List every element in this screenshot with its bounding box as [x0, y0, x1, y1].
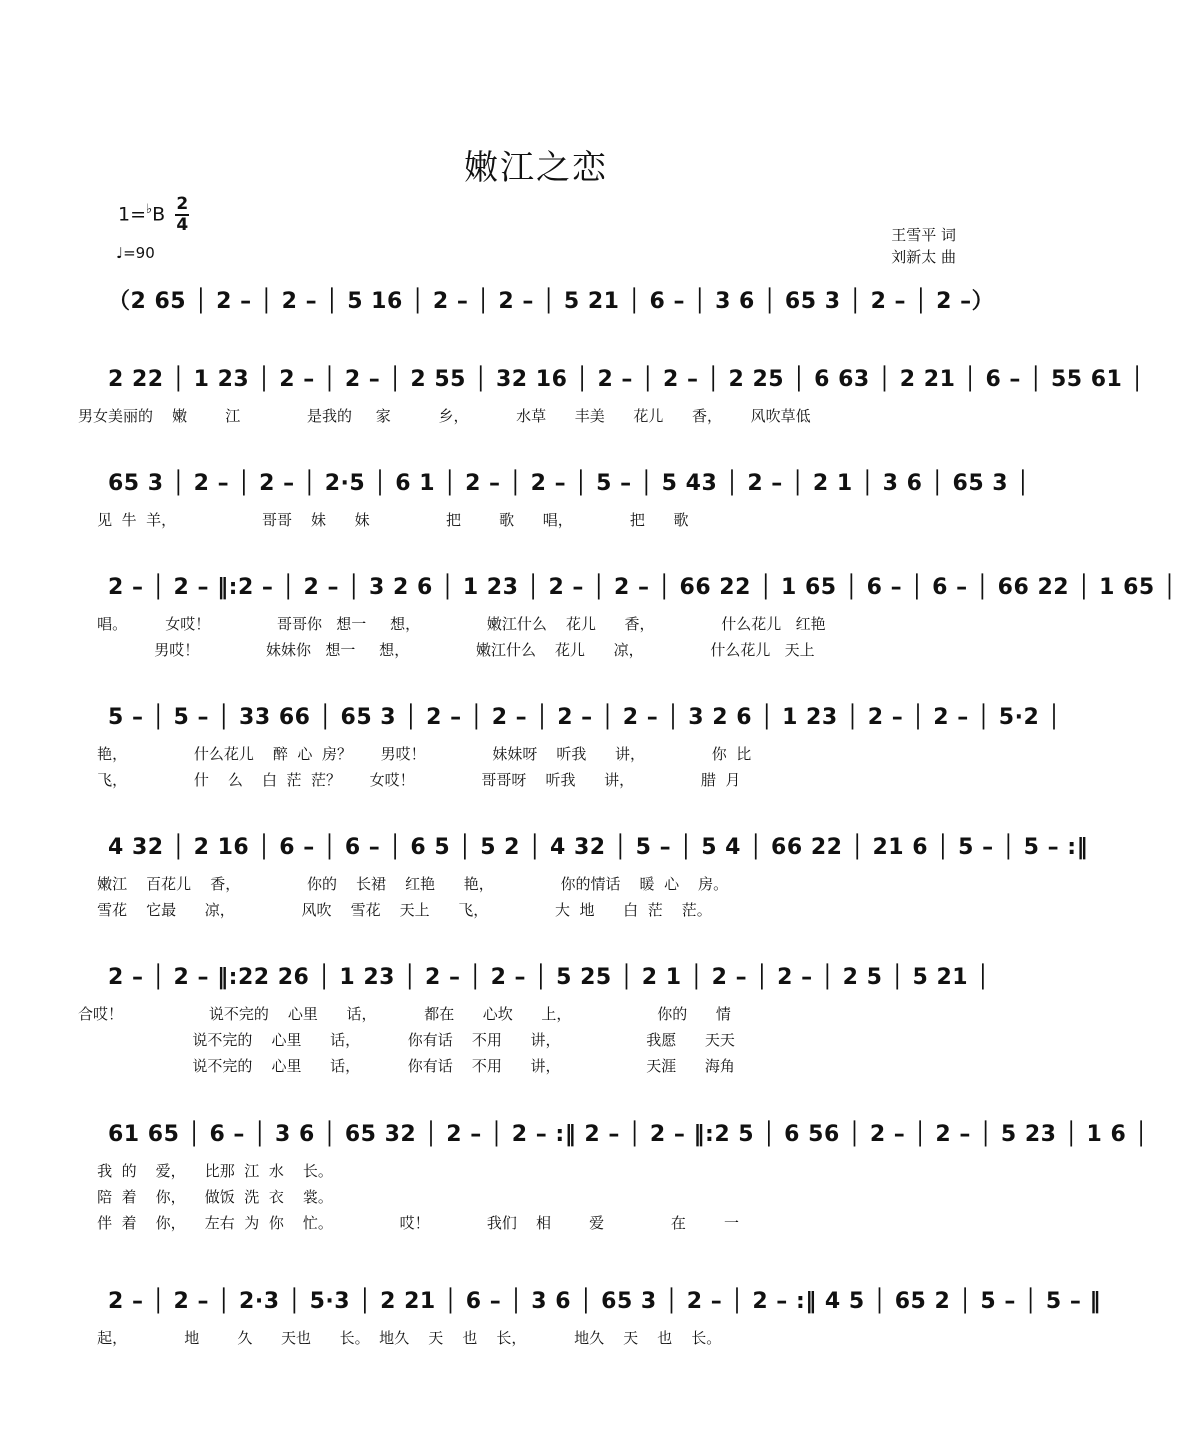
lyric-line: 艳， 什么花儿 醉 心 房？ 男哎！ 妹妹呀 听我 讲， 你 比 — [78, 745, 752, 763]
time-signature — [175, 196, 189, 234]
notation-line: 2 22 │ 1 23 │ 2 – │ 2 – │ 2 55 │ 32 16 │ 2 – │ 2 – │ 2 25 │ 6 63 │ 2 21 │ 6 – │ 55 61 │ — [108, 360, 988, 400]
lyric-line: 嫩江 百花儿 香， 你的 长裙 红艳 艳， 你的情话 暖 心 房。 — [78, 875, 729, 893]
notation-line: 5 – │ 5 – │ 33 66 │ 65 3 │ 2 – │ 2 – │ 2 – │ 2 – │ 3 2 6 │ 1 23 │ 2 – │ 2 – │ 5·2 │ — [108, 698, 988, 738]
quarter-note-icon: ♩ — [116, 244, 124, 262]
lyric-line: 合哎！ 说不完的 心里 话， 都在 心坎 上， 你的 情 — [78, 1005, 731, 1023]
tempo-value: =90 — [123, 244, 155, 262]
notation-line: 2 – │ 2 – ‖:22 26 │ 1 23 │ 2 – │ 2 – │ 5 25 │ 2 1 │ 2 – │ 2 – │ 2 5 │ 5 21 │ — [108, 958, 988, 998]
score-system — [78, 698, 1062, 818]
key-tonic: B — [152, 203, 166, 226]
lyric-line: 陪 着 你， 做饭 洗 衣 裳。 — [78, 1188, 333, 1206]
lyric-line: 飞， 什 么 白 茫 茫？ 女哎！ 哥哥呀 听我 讲， 腊 月 — [78, 771, 741, 789]
lyric-line: 说不完的 心里 话， 你有话 不用 讲， 天涯 海角 — [78, 1057, 735, 1075]
score-system — [78, 1282, 1102, 1402]
lyric-line: 雪花 它最 凉， 风吹 雪花 天上 飞， 大 地 白 茫 茫。 — [78, 901, 712, 919]
lyric-line: 说不完的 心里 话， 你有话 不用 讲， 我愿 天天 — [78, 1031, 735, 1049]
tempo-marking — [116, 244, 155, 262]
lyric-line: 见 牛 羊， 哥哥 妹 妹 把 歌 唱， 把 歌 — [78, 511, 689, 529]
notation-line: 2 – │ 2 – ‖:2 – │ 2 – │ 3 2 6 │ 1 23 │ 2 – │ 2 – │ 66 22 │ 1 65 │ 6 – │ 6 – │ 66 22 │ 1 65 │ — [108, 568, 988, 608]
composer: 刘新太 曲 — [891, 248, 956, 266]
key-prefix: 1= — [118, 203, 147, 226]
time-beats: 2 — [176, 194, 189, 214]
time-unit: 4 — [176, 215, 189, 235]
song-title: 嫩江之恋 — [464, 148, 608, 188]
notation-line: 2 – │ 2 – │ 2·3 │ 5·3 │ 2 21 │ 6 – │ 3 6 │ 65 3 │ 2 – │ 2 – :‖ 4 5 │ 65 2 │ 5 – │ 5 – ‖ — [108, 1282, 988, 1322]
notation-line: 65 3 │ 2 – │ 2 – │ 2·5 │ 6 1 │ 2 – │ 2 – │ 5 – │ 5 43 │ 2 – │ 2 1 │ 3 6 │ 65 3 │ — [108, 464, 988, 504]
notation-line: （2 65 │ 2 – │ 2 – │ 5 16 │ 2 – │ 2 – │ 5 21 │ 6 – │ 3 6 │ 65 3 │ 2 – │ 2 –） — [108, 282, 988, 322]
lyric-line: 男哎！ 妹妹你 想一 想， 嫩江什么 花儿 凉， 什么花儿 天上 — [78, 641, 815, 659]
credits — [891, 224, 956, 268]
flat-sign: ♭ — [146, 202, 153, 218]
lyric-line: 唱。 女哎！ 哥哥你 想一 想， 嫩江什么 花儿 香， 什么花儿 红艳 — [78, 615, 826, 633]
key-signature — [118, 196, 189, 234]
lyric-line: 男女美丽的 嫩 江 是我的 家 乡， 水草 丰美 花儿 香， 风吹草低 — [78, 407, 811, 425]
lyricist: 王雪平 词 — [891, 226, 956, 244]
score-system — [78, 1115, 1149, 1235]
lyric-line: 伴 着 你， 左右 为 你 忙。 哎！ 我们 相 爱 在 一 — [78, 1214, 739, 1232]
score-system — [78, 958, 998, 1078]
score-system — [78, 828, 1089, 948]
notation-line: 61 65 │ 6 – │ 3 6 │ 65 32 │ 2 – │ 2 – :‖ 2 – │ 2 – ‖:2 5 │ 6 56 │ 2 – │ 2 – │ 5 23 │ 1 6 │ — [108, 1115, 988, 1155]
notation-line: 4 32 │ 2 16 │ 6 – │ 6 – │ 6 5 │ 5 2 │ 4 32 │ 5 – │ 5 4 │ 66 22 │ 21 6 │ 5 – │ 5 – :‖ — [108, 828, 988, 868]
lyric-line: 我 的 爱， 比那 江 水 长。 — [78, 1162, 333, 1180]
score-system — [78, 568, 1177, 688]
lyric-line: 起， 地 久 天也 长。 地久 天 也 长， 地久 天 也 长。 — [78, 1329, 722, 1347]
